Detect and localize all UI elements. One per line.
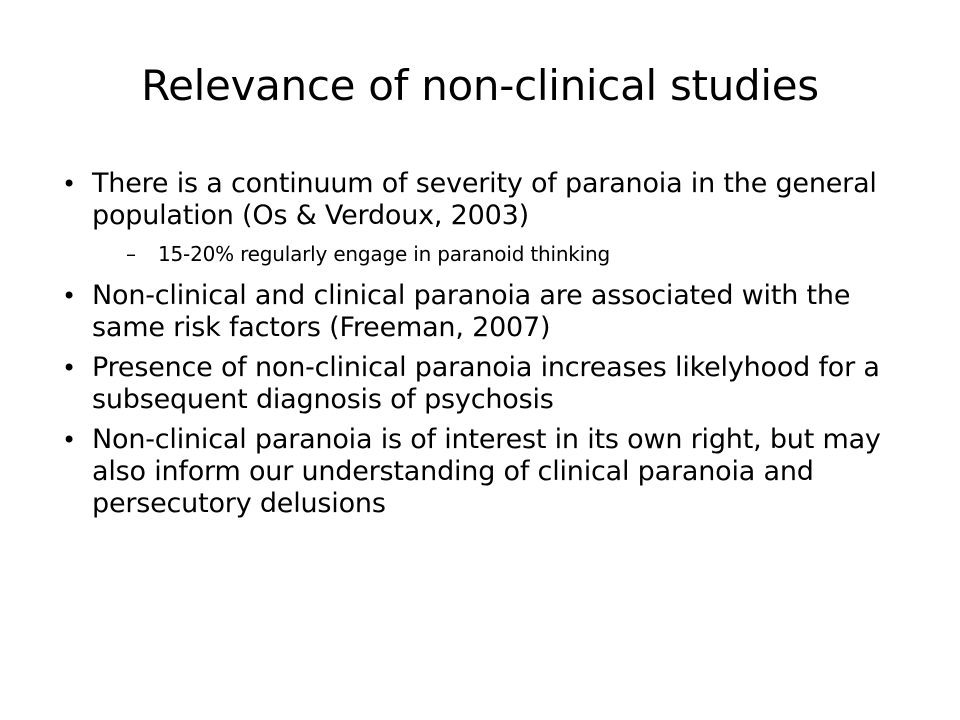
- bullet-icon: •: [62, 170, 76, 198]
- slide-title: Relevance of non-clinical studies: [141, 61, 819, 110]
- bullet-icon: •: [62, 426, 76, 454]
- sub-bullet-text: 15-20% regularly engage in paranoid thinking: [158, 242, 611, 266]
- bullet-text: There is a continuum of severity of paranoia in the general population (Os & Verdoux, 2003): [92, 168, 877, 231]
- bullet-item: [62, 168, 892, 232]
- bullet-text: Non-clinical paranoia is of interest in its own right, but may also inform our understanding of clinical paranoia and persecutory delusions: [92, 424, 881, 519]
- bullet-item: [62, 280, 892, 344]
- dash-icon: –: [126, 242, 136, 266]
- bullet-list: [62, 168, 892, 520]
- bullet-icon: •: [62, 354, 76, 382]
- bullet-item: [62, 424, 892, 520]
- bullet-icon: •: [62, 282, 76, 310]
- bullet-item: [62, 352, 892, 416]
- bullet-text: Presence of non-clinical paranoia increases likelyhood for a subsequent diagnosis of psychosis: [92, 352, 880, 415]
- sub-bullet-item: [62, 240, 892, 268]
- bullet-text: Non-clinical and clinical paranoia are associated with the same risk factors (Freeman, 2007): [92, 280, 851, 343]
